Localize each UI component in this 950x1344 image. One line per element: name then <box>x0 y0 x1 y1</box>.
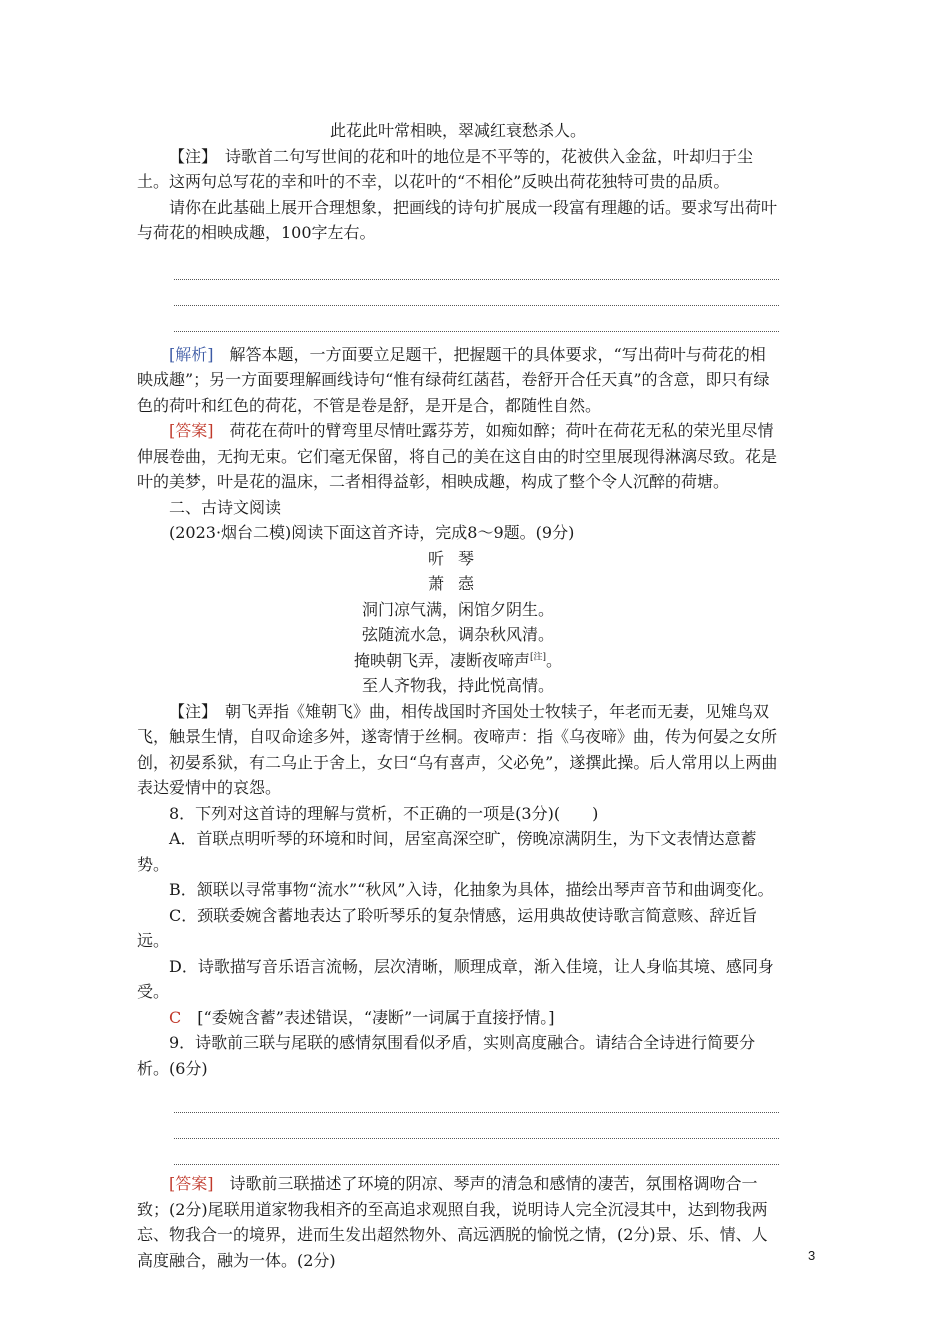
section-intro: (2023·烟台二模)阅读下面这首齐诗，完成8～9题。(9分) <box>169 523 575 542</box>
q8-option-d: D．诗歌描写音乐语言流畅，层次清晰，顺理成章，渐入佳境，让人身临其境、感同身受。 <box>137 956 774 1001</box>
answer-line <box>174 1113 779 1139</box>
poem2-note <box>137 699 779 801</box>
document-page <box>137 118 779 1273</box>
q7-prompt: 请你在此基础上展开合理想象，把画线的诗句扩展成一段富有理趣的话。要求写出荷叶与荷花的相映成趣，100字左右。 <box>137 197 778 242</box>
note-marker: [注] <box>529 652 547 663</box>
answer-line <box>174 1139 779 1165</box>
poem-line: 弦随流水急，调杂秋风清。 <box>361 625 554 644</box>
section-heading: 二、古诗文阅读 <box>169 497 282 517</box>
note-text: 诗歌首二句写世间的花和叶的地位是不平等的，花被供入金盆，叶却归于尘土。这两句总写花的幸和叶的不幸，以花叶的“不相伦”反映出荷花独特可贵的品质。 <box>137 146 754 191</box>
poem-line <box>137 648 779 674</box>
q7-analysis <box>137 342 779 419</box>
answer-line <box>174 254 779 280</box>
poem-line: 洞门凉气满，闲馆夕阴生。 <box>361 599 554 619</box>
poem1-note <box>137 144 779 195</box>
analysis-text: 解答本题，一方面要立足题干，把握题干的具体要求，“写出荷叶与荷花的相映成趣”；另一方面要理解画线诗句“惟有绿荷红菡萏，卷舒开合任天真”的含意，即只有绿色的荷叶和红色的荷花，不管是卷是舒，是开是合，都随性自然。 <box>137 344 770 415</box>
note-label: 【注】 <box>169 701 210 721</box>
poem1-last-line: 此花此叶常相映，翠减红衰愁杀人。 <box>329 121 586 140</box>
note-text: 朝飞弄指《雉朝飞》曲，相传战国时齐国处士牧犊子，年老而无妻，见雉鸟双飞，触景生情，自叹命途多舛，遂寄情于丝桐。夜啼声：指《乌夜啼》曲，传为何晏之女所创，初晏系狱，有二乌止于舍上，女曰“乌有喜声，父必免”，遂撰此操。后人常用以上两曲表达爱情中的哀怨。 <box>137 701 778 797</box>
answer-label: [答案] <box>169 1174 214 1193</box>
poem-line: 至人齐物我，持此悦高情。 <box>361 676 554 695</box>
answer-text: [“委婉含蓄”表述错误，“凄断”一词属于直接抒情。] <box>197 1007 555 1027</box>
q8-option-b: B．颔联以寻常事物“流水”“秋风”入诗，化抽象为具体，描绘出琴声音节和曲调变化。 <box>169 880 774 899</box>
answer-line <box>174 1087 779 1113</box>
note-label: 【注】 <box>169 146 210 166</box>
poem-line-text: 掩映朝飞弄，凄断夜啼声 <box>353 650 530 670</box>
answer-text: 荷花在荷叶的臂弯里尽情吐露芬芳，如痴如醉；荷叶在荷花无私的荣光里尽情伸展卷曲，无拘无束。它们毫无保留，将自己的美在这自由的时空里展现得淋漓尽致。花是叶的美梦，叶是花的温床，二者相得益彰，相映成趣，构成了整个令人沉醉的荷塘。 <box>137 421 778 491</box>
q8-stem: 8．下列对这首诗的理解与赏析，不正确的一项是(3分)( ) <box>169 803 599 823</box>
answer-text: 诗歌前三联描述了环境的阴凉、琴声的清急和感情的凄苦，氛围格调吻合一致；(2分)尾联用道家物我相齐的至高追求观照自我，说明诗人完全沉浸其中，达到物我两忘、物我合一的境界，进而生发出超然物外、高远洒脱的愉悦之情，(2分)景、乐、情、人高度融合，融为一体。(2分) <box>137 1174 768 1270</box>
answer-line <box>174 306 779 332</box>
q7-answer <box>137 418 779 495</box>
answer-letter: C <box>169 1007 182 1027</box>
poem-title: 听琴 <box>427 548 488 568</box>
q8-option-a: A．首联点明听琴的环境和时间，居室高深空旷，傍晚凉满阴生，为下文表情达意蓄势。 <box>137 829 757 874</box>
poem-author: 萧悫 <box>427 574 488 593</box>
page-number: 3 <box>808 1248 816 1263</box>
analysis-label: [解析] <box>169 344 214 364</box>
q9-stem: 9．诗歌前三联与尾联的感情氛围看似矛盾，实则高度融合。请结合全诗进行简要分析。(6分) <box>137 1033 756 1078</box>
q8-answer <box>137 1005 779 1031</box>
answer-label: [答案] <box>169 421 214 440</box>
poem-line-end: 。 <box>546 650 563 670</box>
answer-line <box>174 280 779 306</box>
q9-answer <box>137 1171 779 1273</box>
q8-option-c: C．颈联委婉含蓄地表达了聆听琴乐的复杂情感，运用典故使诗歌言简意赅、辞近旨远。 <box>137 905 758 950</box>
